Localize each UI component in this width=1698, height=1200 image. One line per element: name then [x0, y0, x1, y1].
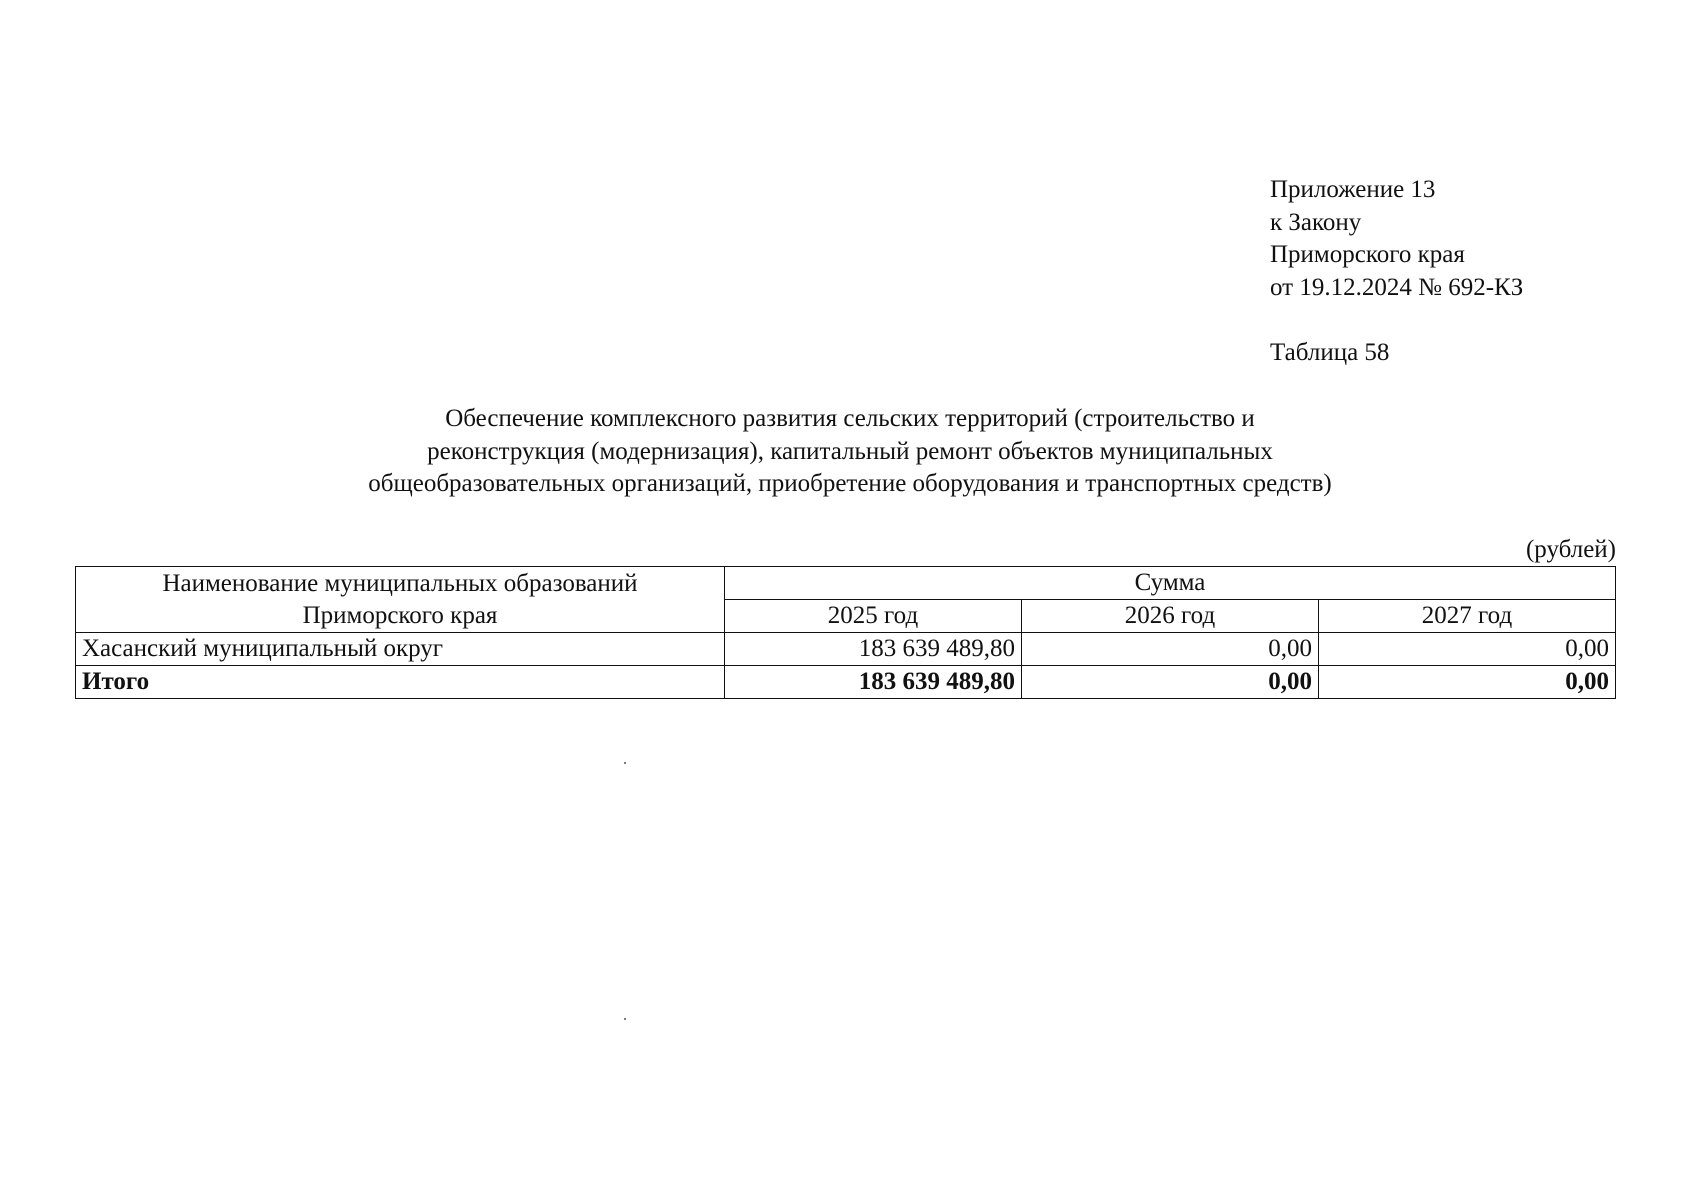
scan-speck: [624, 1018, 626, 1020]
title-line-3: общеобразовательных организаций, приобретение оборудования и транспортных средств): [368, 470, 1332, 497]
header-municipality-line-1: Наименование муниципальных образований: [162, 569, 638, 597]
row-value-2026: 0,00: [1022, 633, 1319, 666]
row-municipality-name: Хасанский муниципальный округ: [76, 633, 725, 666]
row-value-2027: 0,00: [1319, 633, 1616, 666]
header-year-2026: 2026 год: [1022, 600, 1319, 633]
funding-table: [75, 566, 1616, 699]
title-line-1: Обеспечение комплексного развития сельских территорий (строительство и: [445, 405, 1255, 432]
table-number: Таблица 58: [1270, 339, 1390, 366]
header-municipality: [76, 567, 725, 633]
total-value-2027: 0,00: [1319, 666, 1616, 699]
appendix-region: Приморского края: [1270, 241, 1465, 268]
appendix-law-ref: к Закону: [1270, 208, 1362, 236]
appendix-block: [1270, 174, 1523, 304]
table-row: [76, 633, 1616, 666]
header-year-2025: 2025 год: [725, 600, 1022, 633]
total-value-2025: 183 639 489,80: [725, 666, 1022, 699]
document-title: [190, 403, 1510, 501]
table-total-row: [76, 666, 1616, 699]
table-header-row: [76, 567, 1616, 600]
appendix-date-number: от 19.12.2024 № 692-КЗ: [1270, 273, 1524, 301]
row-value-2025: 183 639 489,80: [725, 633, 1022, 666]
header-year-2027: 2027 год: [1319, 600, 1616, 633]
total-label: Итого: [76, 666, 725, 699]
total-value-2026: 0,00: [1022, 666, 1319, 699]
scan-speck: [624, 762, 626, 764]
currency-unit: (рублей): [1525, 536, 1616, 563]
header-sum: Сумма: [725, 567, 1616, 600]
header-municipality-line-2: Приморского края: [302, 601, 498, 629]
title-line-2: реконструкция (модернизация), капитальный ремонт объектов муниципальных: [427, 437, 1273, 465]
appendix-number: Приложение 13: [1270, 176, 1436, 203]
